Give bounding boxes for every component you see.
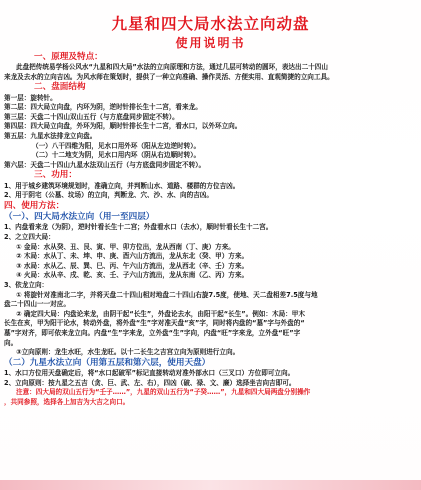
usage-line: 长生在亥，甲为阳干论水，转动外盘，将外盘“生”字对准天盘“亥”字，同时将内盘的“墓”字与外盘的“ — [4, 319, 305, 328]
structure-line: 第三层：天盘二十四山双山五行（与方底盘同步固定不转）。 — [4, 112, 179, 121]
usage-line: 1、水口方位用天盘确定后，将“水口起破军”标记直接转动对准外部水口（三叉口）方位即可立向。 — [4, 369, 295, 378]
structure-line: （一）八干四维为阳，见水口用外环（阳从左边逆时转）。 — [32, 141, 201, 150]
subsection-heading-four-bureaus: （一）、四大局水法立向（用一至四层） — [4, 211, 155, 222]
structure-line: 第四层：四大局立向盘，外环为阳，顺时针排长生十二宫，看水口，以外环立向。 — [4, 122, 242, 131]
usage-line: ① 将旋针对准南北二字，并将天盘二十四山相对地盘二十四山右旋7.5度，使地、天二盘相差7.5度与地 — [16, 290, 318, 299]
structure-line: 第一层：旋转针。 — [4, 93, 57, 102]
section-heading-usage: 四、使用方法： — [4, 200, 65, 211]
usage-line: 2、之立四大局： — [4, 233, 55, 242]
usage-line: 墓”字对齐，即可依来龙立向。内盘“生”字来龙，立外盘“生”字向，内盘“旺”字来龙，立外盘“旺”字 — [4, 328, 301, 337]
usage-line: 3、依龙立向： — [4, 281, 49, 289]
usage-line: ① 金局：水从癸、丑、艮、寅、甲、卯方位出，龙从西南（丁、庚）方来。 — [16, 242, 235, 251]
section-heading-principle: 一、原理及特点： — [34, 52, 103, 62]
paragraph-line: 来龙及去水的立向吉凶。为风水师在策划时，提供了一种立向准确、操作灵活、方便实用、直观简捷的立向工具。 — [4, 72, 334, 81]
usage-line: ② 木局：水从丁、未、坤、申、庚、酉六山方流出，龙从东北（癸、甲）方来。 — [16, 252, 249, 261]
paragraph-line: 此盘把传统易学杨公风水“九星和四大局”水法的立向原理和方法，通过几层可转动的圆环，表达出二十四山 — [16, 63, 328, 72]
usage-line: 2、立向原则：按九星之五吉（贪、巨、武、左、右），四凶（破、禄、文、廉）选择坐吉向吉即可。 — [4, 378, 296, 387]
usage-line: ③立向原则：龙生水旺，水生龙旺。以十二长生之吉宫立向为原则进行立向。 — [16, 348, 240, 357]
structure-line: 第六层：天盘二十四山九星水法双山五行（与方底盘同步固定不转）。 — [4, 160, 206, 169]
function-line: 1、用于城乡建筑环境规划时，准确立向，并判断山水、道路、楼群的方位吉凶。 — [4, 181, 240, 190]
note-line: 注意：四大局的双山五行为“壬子……”，九星的双山五行为“子癸……”，九星和四大局两盘分别操作 — [16, 388, 311, 397]
structure-line: 第二层：四大局立向盘，内环为阴，逆时针排长生十二宫，看来龙。 — [4, 103, 202, 112]
usage-line: 向。 — [4, 338, 18, 347]
usage-line: ④ 火局：水从辛、戌、乾、亥、壬、子六山方流出，龙从东南（乙、丙）方来。 — [16, 271, 249, 280]
footer-bar — [0, 480, 421, 490]
subsection-heading-nine-stars: （二）九星水法立向（用第五层和第六层，使用天盘） — [4, 357, 211, 368]
page-subtitle: 使用说明书 — [175, 36, 246, 50]
usage-line: ③ 水局：水从乙、辰、巽、巳、丙、午六山方流出，龙从西北（辛、壬）方来。 — [16, 261, 249, 270]
section-heading-structure: 二、盘面结构 — [34, 82, 86, 93]
structure-line: （二）十二地支为阴，见水口用内环（阴从右边顺时转）。 — [32, 151, 201, 160]
usage-line: ② 确定四大局：内盘论来龙，由阴干起“长生”，外盘论去水，由阳干起“长生”。例如：木局：甲木 — [16, 309, 305, 318]
section-heading-function: 三、功用： — [34, 170, 77, 181]
page-title: 九星和四大局水法立向动盘 — [111, 15, 310, 33]
function-line: 2、用于阴宅（公墓、坟场）的立向，判断龙、穴、沙、水、向的吉凶。 — [4, 191, 213, 200]
usage-line: 盘二十四山一一对应。 — [4, 300, 70, 309]
usage-line: 1、内盘看来龙（为阴），逆时针看长生十二宫；外盘看水口（去水），顺时针看长生十二宫。 — [4, 223, 273, 232]
note-line: ，共同参照，选择各上加吉为大吉之向口。 — [4, 398, 130, 407]
structure-line: 第五层：九星水法排龙立向盘。 — [4, 131, 97, 140]
